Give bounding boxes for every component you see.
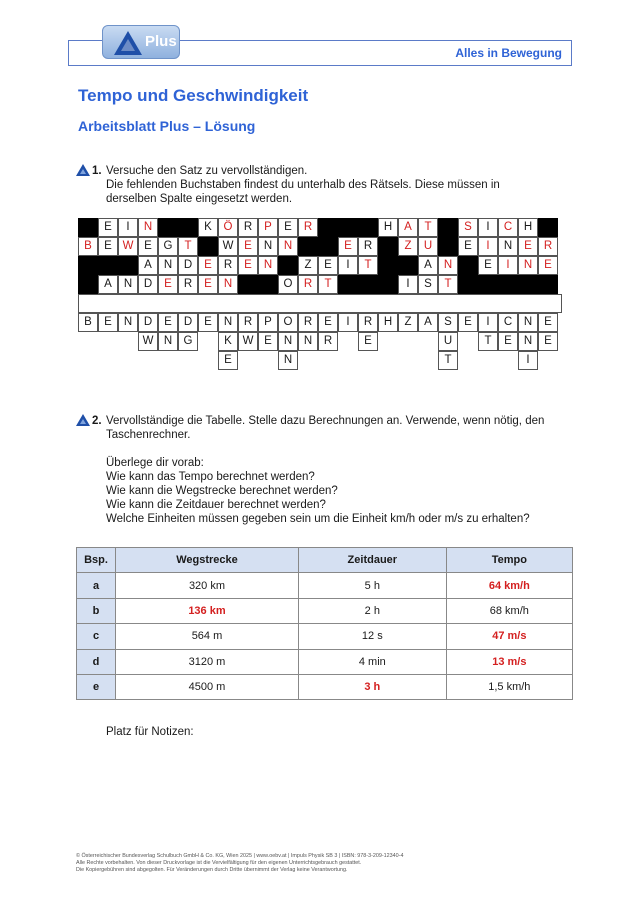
puzzle-black-cell — [198, 237, 218, 256]
puzzle-cell: E — [158, 275, 178, 294]
puzzle-cell: N — [298, 332, 318, 351]
zeitdauer-cell: 4 min — [298, 649, 446, 674]
puzzle-cell: S — [418, 275, 438, 294]
puzzle-cell: W — [218, 237, 238, 256]
footer-line: © Österreichischer Bundesverlag Schulbuch GmbH & Co. KG, Wien 2025 | www.oebv.at | Impuls Physik SB 3 | ISBN: 978-3-209-12340-4 — [76, 853, 404, 859]
puzzle-black-cell — [298, 237, 318, 256]
puzzle-cell: R — [218, 256, 238, 275]
task-1-text — [106, 164, 576, 206]
table-row — [77, 674, 573, 699]
task-number: 2. — [92, 415, 102, 427]
puzzle-cell: I — [118, 218, 138, 237]
wegstrecke-cell: 3120 m — [116, 649, 299, 674]
notes-label: Platz für Notizen: — [106, 726, 194, 738]
puzzle-black-cell — [338, 275, 358, 294]
footer-line: Alle Rechte vorbehalten. Von dieser Druckvorlage ist die Vervielfältigung für den eigenen Unterrichtsgebrauch gestattet. — [76, 860, 362, 866]
puzzle-cell: E — [318, 313, 338, 332]
puzzle-cell: R — [358, 237, 378, 256]
row-label: d — [77, 649, 116, 674]
row-label: a — [77, 573, 116, 598]
puzzle-cell: N — [438, 256, 458, 275]
puzzle-cell: E — [198, 256, 218, 275]
puzzle-cell: Z — [398, 313, 418, 332]
puzzle-cell: N — [218, 313, 238, 332]
puzzle-black-cell — [118, 256, 138, 275]
puzzle-cell: D — [138, 313, 158, 332]
puzzle-cell: S — [458, 218, 478, 237]
wegstrecke-cell: 320 km — [116, 573, 299, 598]
column-header: Tempo — [446, 548, 572, 573]
puzzle-cell: A — [418, 256, 438, 275]
puzzle-black-cell — [238, 275, 258, 294]
zeitdauer-cell: 3 h — [298, 674, 446, 699]
task-triangle-icon — [76, 414, 90, 426]
puzzle-cell: R — [238, 313, 258, 332]
puzzle-cell: A — [138, 256, 158, 275]
puzzle-cell: C — [498, 313, 518, 332]
puzzle-cell: P — [258, 218, 278, 237]
puzzle-cell: I — [478, 237, 498, 256]
puzzle-cell: N — [118, 313, 138, 332]
puzzle-cell: E — [278, 218, 298, 237]
puzzle-cell: N — [518, 332, 538, 351]
row-label: e — [77, 674, 116, 699]
puzzle-cell: H — [378, 313, 398, 332]
wegstrecke-cell: 4500 m — [116, 674, 299, 699]
question-line: Wie kann das Tempo berechnet werden? — [106, 471, 315, 483]
puzzle-cell: K — [218, 332, 238, 351]
zeitdauer-cell: 5 h — [298, 573, 446, 598]
puzzle-cell: N — [218, 275, 238, 294]
puzzle-cell: Z — [398, 237, 418, 256]
puzzle-cell: N — [158, 256, 178, 275]
puzzle-black-cell — [518, 275, 538, 294]
puzzle-cell: R — [178, 275, 198, 294]
puzzle-cell: E — [98, 218, 118, 237]
table-body — [77, 573, 573, 700]
tempo-cell: 1,5 km/h — [446, 674, 572, 699]
puzzle-cell: E — [258, 332, 278, 351]
puzzle-cell: R — [318, 332, 338, 351]
puzzle-black-cell — [78, 218, 98, 237]
question-line: Wie kann die Wegstrecke berechnet werden? — [106, 485, 338, 497]
table-row — [77, 598, 573, 623]
puzzle-cell: S — [438, 313, 458, 332]
tempo-cell: 47 m/s — [446, 624, 572, 649]
puzzle-cell: E — [238, 237, 258, 256]
table-row — [77, 573, 573, 598]
puzzle-cell: E — [338, 237, 358, 256]
puzzle-cell: E — [358, 332, 378, 351]
row-label: c — [77, 624, 116, 649]
puzzle-cell: W — [238, 332, 258, 351]
puzzle-black-cell — [538, 218, 558, 237]
puzzle-cell: T — [478, 332, 498, 351]
puzzle-black-cell — [278, 256, 298, 275]
puzzle-cell: E — [158, 313, 178, 332]
puzzle-cell: W — [118, 237, 138, 256]
question-line: Wie kann die Zeitdauer berechnet werden? — [106, 499, 326, 511]
page-subtitle: Arbeitsblatt Plus – Lösung — [78, 118, 256, 134]
puzzle-cell: E — [98, 313, 118, 332]
puzzle-black-cell — [78, 256, 98, 275]
puzzle-black-cell — [478, 275, 498, 294]
puzzle-black-cell — [458, 275, 478, 294]
puzzle-cell: R — [238, 218, 258, 237]
puzzle-cell: E — [538, 313, 558, 332]
puzzle-cell: N — [118, 275, 138, 294]
puzzle-cell: E — [538, 332, 558, 351]
task-line: Vervollständige die Tabelle. Stelle dazu Berechnungen an. Verwende, wenn nötig, den — [106, 415, 545, 427]
puzzle-cell: O — [278, 275, 298, 294]
puzzle-cell: T — [178, 237, 198, 256]
puzzle-cell: N — [278, 332, 298, 351]
puzzle-cell: E — [498, 332, 518, 351]
task-number: 1. — [92, 165, 102, 177]
puzzle-black-cell — [458, 256, 478, 275]
puzzle-cell: R — [298, 313, 318, 332]
puzzle-cell: H — [378, 218, 398, 237]
logo-triangle-icon — [113, 30, 143, 56]
puzzle-cell: E — [538, 256, 558, 275]
puzzle-cell: E — [458, 237, 478, 256]
puzzle-cell: U — [438, 332, 458, 351]
speed-table — [76, 547, 573, 700]
puzzle-cell: I — [518, 351, 538, 370]
puzzle-cell: E — [518, 237, 538, 256]
puzzle-cell: B — [78, 237, 98, 256]
task-triangle-icon — [76, 164, 90, 176]
puzzle-cell: Ö — [218, 218, 238, 237]
puzzle-cell: N — [498, 237, 518, 256]
puzzle-cell: N — [258, 237, 278, 256]
puzzle-cell: T — [438, 275, 458, 294]
puzzle-cell: E — [218, 351, 238, 370]
puzzle-cell: E — [98, 237, 118, 256]
puzzle-cell: N — [278, 351, 298, 370]
puzzle-cell: P — [258, 313, 278, 332]
puzzle-cell: E — [458, 313, 478, 332]
puzzle-cell: A — [418, 313, 438, 332]
puzzle-black-cell — [158, 218, 178, 237]
task-line: Versuche den Satz zu vervollständigen. — [106, 165, 308, 177]
puzzle-cell: T — [438, 351, 458, 370]
table-row — [77, 649, 573, 674]
puzzle-black-cell — [318, 237, 338, 256]
puzzle-black-cell — [378, 256, 398, 275]
puzzle-cell: N — [278, 237, 298, 256]
question-line: Überlege dir vorab: — [106, 457, 204, 469]
column-header: Zeitdauer — [298, 548, 446, 573]
puzzle-cell: N — [518, 256, 538, 275]
puzzle-black-cell — [538, 275, 558, 294]
tempo-cell: 64 km/h — [446, 573, 572, 598]
puzzle-black-cell — [358, 275, 378, 294]
puzzle-cell: E — [478, 256, 498, 275]
table-header-row — [77, 548, 573, 573]
puzzle-cell: D — [178, 313, 198, 332]
puzzle-black-cell — [78, 275, 98, 294]
zeitdauer-cell: 12 s — [298, 624, 446, 649]
puzzle-cell: C — [498, 218, 518, 237]
puzzle-cell: E — [198, 275, 218, 294]
puzzle-black-cell — [258, 275, 278, 294]
puzzle-cell: N — [518, 313, 538, 332]
puzzle-black-cell — [398, 256, 418, 275]
puzzle-cell: I — [398, 275, 418, 294]
puzzle-cell: O — [278, 313, 298, 332]
question-line: Welche Einheiten müssen gegeben sein um die Einheit km/h oder m/s zu erhalten? — [106, 513, 530, 525]
wegstrecke-cell: 564 m — [116, 624, 299, 649]
puzzle-black-cell — [438, 218, 458, 237]
puzzle-cell: Z — [298, 256, 318, 275]
puzzle-cell: B — [78, 313, 98, 332]
puzzle-cell: N — [138, 218, 158, 237]
puzzle-cell: H — [518, 218, 538, 237]
puzzle-cell: D — [178, 256, 198, 275]
puzzle-cell: W — [138, 332, 158, 351]
puzzle-cell: R — [298, 275, 318, 294]
puzzle-black-cell — [438, 237, 458, 256]
task-line: Taschenrechner. — [106, 429, 191, 441]
puzzle-cell: N — [158, 332, 178, 351]
table-row — [77, 624, 573, 649]
puzzle-cell: G — [178, 332, 198, 351]
task-line: derselben Spalte eingesetzt werden. — [106, 193, 293, 205]
puzzle-cell: K — [198, 218, 218, 237]
puzzle-black-cell — [338, 218, 358, 237]
puzzle-black-cell — [318, 218, 338, 237]
puzzle-cell: E — [138, 237, 158, 256]
task-line: Die fehlenden Buchstaben findest du unterhalb des Rätsels. Diese müssen in — [106, 179, 500, 191]
puzzle-cell: R — [538, 237, 558, 256]
puzzle-cell: I — [478, 313, 498, 332]
puzzle-black-cell — [98, 256, 118, 275]
puzzle-cell: U — [418, 237, 438, 256]
puzzle-black-cell — [498, 275, 518, 294]
puzzle-black-cell — [378, 275, 398, 294]
puzzle-black-cell — [178, 218, 198, 237]
puzzle-cell: T — [358, 256, 378, 275]
page-title: Tempo und Geschwindigkeit — [78, 86, 309, 105]
tempo-cell: 68 km/h — [446, 598, 572, 623]
puzzle-cell: A — [398, 218, 418, 237]
row-label: b — [77, 598, 116, 623]
puzzle-black-cell — [358, 218, 378, 237]
tempo-cell: 13 m/s — [446, 649, 572, 674]
puzzle-cell: R — [298, 218, 318, 237]
zeitdauer-cell: 2 h — [298, 598, 446, 623]
puzzle-cell: T — [418, 218, 438, 237]
logo-text: Plus — [145, 33, 177, 50]
task-2-text — [106, 414, 576, 526]
puzzle-cell: N — [258, 256, 278, 275]
puzzle-cell: E — [238, 256, 258, 275]
wegstrecke-cell: 136 km — [116, 598, 299, 623]
footer-line: Die Kopiergebühren sind abgegolten. Für Veränderungen durch Dritte übernimmt der Verlag keine Verantwortung. — [76, 867, 348, 873]
puzzle-cell: I — [338, 256, 358, 275]
copyright-footer — [76, 853, 403, 874]
puzzle-cell: A — [98, 275, 118, 294]
puzzle-cell: T — [318, 275, 338, 294]
puzzle-black-cell — [378, 237, 398, 256]
publisher-logo — [102, 25, 180, 59]
puzzle-cell: D — [138, 275, 158, 294]
puzzle-cell: I — [478, 218, 498, 237]
puzzle-cell: I — [498, 256, 518, 275]
column-header: Wegstrecke — [116, 548, 299, 573]
column-header: Bsp. — [77, 548, 116, 573]
puzzle-cell: E — [318, 256, 338, 275]
puzzle-empty-row — [78, 294, 562, 313]
puzzle-cell: E — [198, 313, 218, 332]
puzzle-cell: I — [338, 313, 358, 332]
chapter-tag: Alles in Bewegung — [455, 46, 562, 60]
puzzle-cell: R — [358, 313, 378, 332]
puzzle-cell: G — [158, 237, 178, 256]
